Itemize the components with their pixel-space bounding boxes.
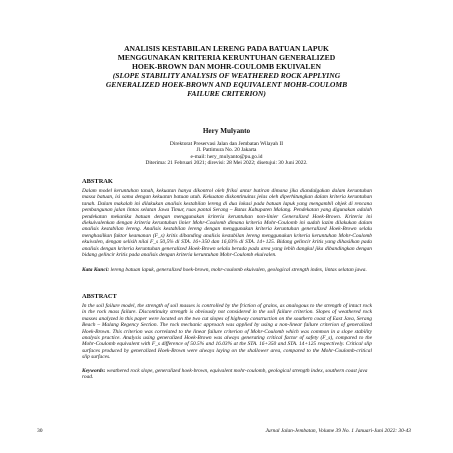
title-en-line-3: FAILURE CRITERION) xyxy=(187,89,266,98)
affiliation-institution: Direktorat Preservasi Jalan dan Jembatan Wilayah II xyxy=(169,141,284,147)
abstract-keywords xyxy=(82,368,372,381)
abstract-heading: ABSTRACT xyxy=(82,293,117,300)
title-id-line-2: MENGGUNAKAN KRITERIA KERUNTUHAN GENERALIZED xyxy=(117,53,336,62)
title-en-line-2: GENERALIZED HOEK-BROWN AND EQUIVALENT MOHR-COULOMB xyxy=(105,80,348,89)
abstrak-heading: ABSTRAK xyxy=(82,178,113,185)
abstrak-keywords-label: Kata Kunci: xyxy=(82,267,110,273)
journal-citation: Jurnal Jalan-Jembatan, Volume 39 No. 1 Januari-Juni 2022: 30-43 xyxy=(265,428,411,434)
abstract-keywords-text: weathered rock slope, generalized hoek-brown, equivalent mohr-coulomb, geological strength index, southern coast java road. xyxy=(82,368,368,381)
abstrak-body: Dalam model keruntuhan tanah, kekuatan hanya dikontrol oleh friksi antar butiran dimana jika diandalgakan dalam keruntuhan massa batuan, isi sama dengan kekuatan batuan utuh. Kekuatan diskontinuitas jelas oleh diperhitungkan dalam kriteria keruntuhan tanah. Dalam makalah ini dilakukan analisis kestabilan lereng di dua lokasi pada batuan lapuk yang mengambil objek di rencana pembangunan jalan lintas selatan Jawa Timur, ruas pantai Serang – Batas Kabupaten Malang. Pendekatan yang digunakan adalah pendekatan mekanika batuan dengan menggunakan kriteria keruntuhan non-linier Generalized Hoek-Brown. Kriteria ini diekuivalenkan dengan kriteria keruntuhan linier Mohr-Coulomb dimana kriteria Mohr-Coulomb ini sudah lazim dilakukan dalam analisis kestabilan lereng. Analisis kestabilan lereng dengan menggunakan kriteria keruntuhan generalized Hoek-Brown selalu menghasilkan faktor keamanan (F_s) kritis dibanding analisis kestabilan lereng menggunakan kriteria keruntuhan Mohr-Coulomb ekuivalen, dengan selisih nilai F_s 50,5% di STA. 16+350 dan 16,03% di STA. 14+125. Bidang gelincir kritis yang dihasilkan pada analisis dengan kriteria keruntuhan generalized Hoek-Brown selalu berada pada area yang lebih dangkal jika dibandingkan dengan bidang gelincir kritis pada analisis dengan kriteria keruntuhan Mohr-Coulomb ekuivalen. xyxy=(82,188,372,259)
title-en-line-1: (SLOPE STABILITY ANALYSIS OF WEATHERED ROCK APPLYING xyxy=(112,71,341,80)
affiliation-block xyxy=(0,141,453,166)
abstrak-keywords-text: lereng batuan lapuk, generalized hoek-brown, mohr-coulomb ekuivalen, geological strength index, lintas selatan jawa. xyxy=(110,267,367,273)
title-id-line-1: ANALISIS KESTABILAN LERENG PADA BATUAN LAPUK xyxy=(124,44,329,53)
author-name: Hery Mulyanto xyxy=(202,127,251,135)
affiliation-dates: Diterima: 21 Februari 2021; direvisi: 28 Mei 2022; disetujui: 30 Juni 2022. xyxy=(145,159,308,166)
abstract-body: In the soil failure model, the strength of soil masses is controlled by the friction of grains, as analogous to the strength of intact rock in the rock mass failure. Discontinuity strength is obviously not considered in the soil failure criterion. Slopes of weathered rock masses analyzed in this paper were located on the two cut slopes of highway construction on the southern coast of East Java, Serang Beach – Malang Regency Section. The rock mechanic approach was applied by using a non-linear failure criterion of generalized Hoek-Brown. This criterion was correlated to the linear failure criterion of Mohr-Coulomb which was common in a slope stability analysis practice. Analysis using generalized Hoek-Brown was always generating critical factor of safety (F_s), compared to the Mohr-Coulomb equivalent with F_s difference of 50.5% and 16.03% at the STA. 16+350 and STA. 14+125 respectively. Critical slip surfaces produced by generalized Hoek-Brown were always laying on the shallower area, compared to the Mohr-Coulomb-critical slip surfaces. xyxy=(82,303,372,361)
abstrak-keywords xyxy=(82,267,372,273)
affiliation-address: Jl. Pattimura No. 20 Jakarta xyxy=(196,147,257,154)
affiliation-email: e-mail: hery_mulyanto@pu.go.id xyxy=(190,153,263,160)
title-id-line-3: HOEK-BROWN DAN MOHR-COULOMB EKUIVALEN xyxy=(131,62,322,71)
page-number: 30 xyxy=(37,428,43,434)
abstract-keywords-label: Keywords: xyxy=(82,368,106,374)
paper-title xyxy=(60,44,393,98)
